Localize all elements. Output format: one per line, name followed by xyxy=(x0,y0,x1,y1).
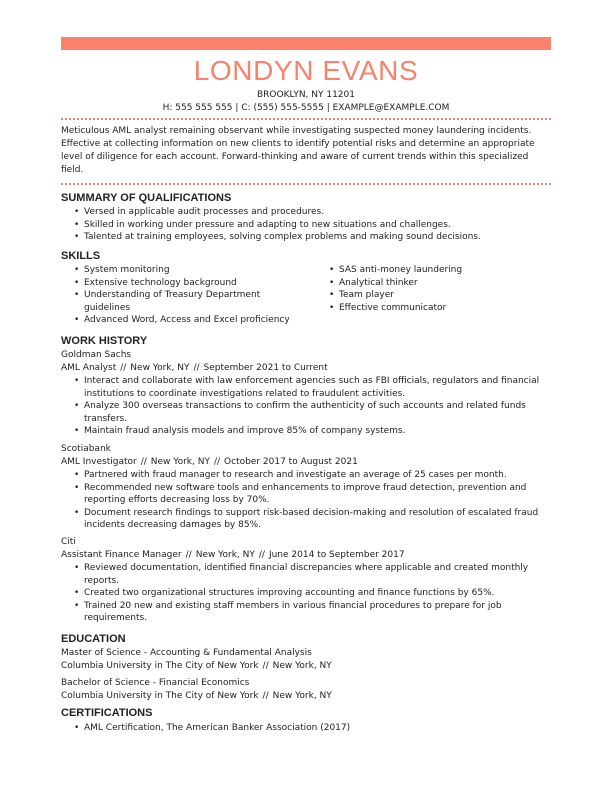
job-bullet: • Created two organizational structures improving accounting and finance functions by 65%. xyxy=(61,587,551,600)
section-title-skills: SKILLS xyxy=(61,250,101,262)
professional-summary: Meticulous AML analyst remaining observant while investigating suspected money laundering incidents. Effective at collecting information on new clients to identify potential risks and determine an appropriate level of diligence for each account. Forward-thinking and aware of current trends within this specialized field. xyxy=(61,126,535,175)
separator: // xyxy=(213,457,221,467)
job-company: Citi xyxy=(61,537,76,547)
skill-item: • Advanced Word, Access and Excel proficiency xyxy=(61,314,293,327)
skills-list-right xyxy=(316,264,551,314)
job-bullet: • Reviewed documentation, identified financial discrepancies where applicable and created monthly reports. xyxy=(61,562,551,587)
separator: // xyxy=(193,363,200,373)
separator: // xyxy=(258,550,265,560)
job-bullets xyxy=(61,375,551,438)
certifications-list xyxy=(61,722,551,735)
separator: // xyxy=(262,661,269,671)
divider-top xyxy=(61,118,551,120)
candidate-name: LONDYN EVANS xyxy=(193,55,419,86)
section-title-education: EDUCATION xyxy=(61,633,126,645)
contact-line: H: 555 555 555 | C: (555) 555-5555 | EXAMPLE@EXAMPLE.COM xyxy=(162,103,450,113)
job-role: AML Analyst xyxy=(61,363,117,373)
job-role-line xyxy=(61,456,358,468)
separator: // xyxy=(120,363,127,373)
education-degree: Bachelor of Science - Financial Economics xyxy=(61,678,250,688)
divider-bottom xyxy=(61,183,551,185)
qualifications-list xyxy=(61,206,551,244)
job-bullet: • Maintain fraud analysis models and improve 85% of company systems. xyxy=(61,425,551,438)
job-location: New York, NY xyxy=(195,550,255,560)
job-bullet: • Partnered with fraud manager to research and investigate an average of 25 cases per month. xyxy=(61,469,551,482)
separator: // xyxy=(185,550,192,560)
address-line: BROOKLYN, NY 11201 xyxy=(257,90,355,100)
job-role-line xyxy=(61,549,405,561)
job-company: Goldman Sachs xyxy=(61,350,132,360)
education-school: Columbia University in The City of New York xyxy=(61,661,259,671)
job-bullet: • Document research findings to support risk-based decision-making and resolution of escalated fraud incidents decreasing damages by 85%. xyxy=(61,507,551,532)
job-dates: October 2017 to August 2021 xyxy=(224,457,358,467)
education-school: Columbia University in The City of New York xyxy=(61,691,259,701)
qualification-item: • Skilled in working under pressure and adapting to new situations and challenges. xyxy=(61,219,551,232)
skill-item: • Extensive technology background xyxy=(61,277,293,290)
qualification-item: • Talented at training employees, solving complex problems and making sound decisions. xyxy=(61,231,551,244)
job-dates: June 2014 to September 2017 xyxy=(268,550,405,560)
qualification-item: • Versed in applicable audit processes and procedures. xyxy=(61,206,551,219)
job-company: Scotiabank xyxy=(61,444,111,454)
section-title-work-history: WORK HISTORY xyxy=(61,335,148,347)
job-dates: September 2021 to Current xyxy=(203,363,328,373)
education-school-line xyxy=(61,690,332,702)
skill-item: • SAS anti-money laundering xyxy=(316,264,551,277)
skill-item: • System monitoring xyxy=(61,264,293,277)
separator: // xyxy=(262,691,269,701)
job-role: AML Investigator xyxy=(61,457,137,467)
education-degree: Master of Science - Accounting & Fundamental Analysis xyxy=(61,648,312,658)
education-school-line xyxy=(61,660,332,672)
job-bullets xyxy=(61,562,551,625)
job-location: New York, NY xyxy=(130,363,190,373)
job-bullet: • Recommended new software tools and enhancements to improve fraud detection, prevention and reporting efforts decreasing loss by 70%. xyxy=(61,482,551,507)
skill-item: • Analytical thinker xyxy=(316,277,551,290)
job-role-line xyxy=(61,362,328,374)
skills-list-left xyxy=(61,264,293,327)
certification-item: • AML Certification, The American Banker Association (2017) xyxy=(61,722,551,735)
education-location: New York, NY xyxy=(272,691,332,701)
separator: // xyxy=(140,457,147,467)
job-bullet: • Interact and collaborate with law enforcement agencies such as FBI officials, regulators and financial institutions to coordinate investigations related to fraudulent activities. xyxy=(61,375,551,400)
job-role: Assistant Finance Manager xyxy=(61,550,182,560)
job-bullet: • Trained 20 new and existing staff members in various financial procedures to prepare for job requirements. xyxy=(61,600,551,625)
education-location: New York, NY xyxy=(272,661,332,671)
section-title-qualifications: SUMMARY OF QUALIFICATIONS xyxy=(61,192,232,204)
section-title-certifications: CERTIFICATIONS xyxy=(61,707,153,719)
skill-item: • Understanding of Treasury Department guidelines xyxy=(61,289,293,314)
skill-item: • Effective communicator xyxy=(316,302,551,315)
accent-bar xyxy=(61,37,551,50)
job-bullet: • Analyze 300 overseas transactions to confirm the authenticity of such accounts and related funds transfers. xyxy=(61,400,551,425)
job-bullets xyxy=(61,469,551,532)
skill-item: • Team player xyxy=(316,289,551,302)
job-location: New York, NY xyxy=(150,457,210,467)
